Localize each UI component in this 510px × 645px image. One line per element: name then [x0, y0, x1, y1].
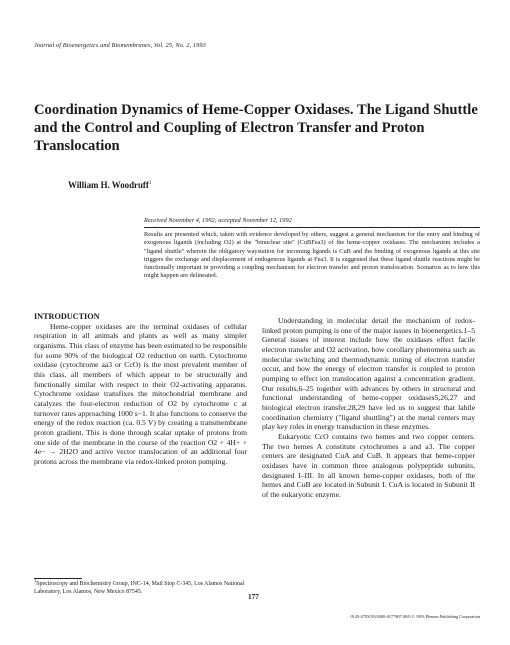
page-number: 177 [248, 592, 259, 601]
journal-header: Journal of Bioenergetics and Biomembranes, Vol. 25, No. 2, 1993 [34, 42, 206, 49]
article-title: Coordination Dynamics of Heme-Copper Oxidases. The Ligand Shuttle and the Control and Coupling of Electron Transfer and Proton Translocation [34, 102, 478, 154]
right-paragraph-2: Eukaryotic CcO contains two hemes and two copper centers. The two hemes A constitute cytochromes a and a3. The copper centers are designated CuA and CuB. It appears that heme-copper oxidases have in common three analogous polypeptide subunits, designated I–III. In all known heme-copper oxidases, both of the hemes and CuB are located in Subunit I. CuA is located in Subunit II of the eukaryotic enzyme. [262, 431, 475, 499]
intro-paragraph: Heme-copper oxidases are the terminal oxidases of cellular respiration in all animals and plants as well as many simpler organisms. This class of enzyme has been estimated to be responsible for some 90% of the biological O2 reduction on earth. Cytochrome oxidase (cytochrome aa3 or CcO) is the most prevalent member of this class, all members of which appear to be structurally and functionally similar with respect to their O2-activating apparatus. Cytochrome oxidase transfixes the mitochondrial membrane and catalyzes the four-electron reduction of O2 by cytochrome c at turnover rates approaching 1000 s−1. It also functions to conserve the energy of the redox reaction (ca. 0.5 V) by creating a transmembrane proton gradient. This is done through scalar uptake of protons from one side of the membrane in the course of the reaction O2 + 4H+ + 4e− → 2H2O and active vector translocation of an additional four protons across the membrane via redox-linked proton pumping. [34, 321, 247, 466]
footnote [34, 578, 247, 596]
author-line [68, 180, 152, 190]
abstract-rule [144, 227, 480, 228]
right-column [262, 316, 475, 499]
right-paragraph-1: Understanding in molecular detail the mechanism of redox-linked proton pumping is one of the major issues in bioenergetics.1–5 General issues of interest include how the oxidases effect facile electron transfer and O2 activation, how corollary phenomena such as molecular switching and thermodynamic tuning of electron transfer occur, and how the energy of electron transfer is coupled to proton pumping to effect ion translocation against a concentration gradient. Our results,6–25 together with advances by others in structural and functional understanding of heme-copper oxidases5,26,27 and biological electron transfer,28,29 have led us to suggest that labile coordination chemistry ("ligand shuttling") at the metal centers may play key roles in energy transduction in these enzymes. [262, 316, 475, 432]
received-dates: Received November 4, 1992; accepted November 12, 1992 [144, 217, 292, 224]
footnote-text: Spectroscopy and Biochemistry Group, INC-14, Mail Stop C-345, Los Alamos National Laboratory, Los Alamos, New Mexico 87545. [34, 581, 245, 595]
author-footnote-marker: 1 [148, 180, 152, 187]
footnote-rule [34, 578, 82, 579]
left-column [34, 312, 247, 467]
footnote-marker: 1 [34, 578, 37, 584]
author-name: William H. Woodruff [68, 180, 149, 190]
abstract: Results are presented which, taken with evidence developed by others, suggest a general mechanism for the entry and binding of exogenous ligands (including O2) at the "binuclear site" (CuBFea3) of the heme-copper oxidases. The mechanism includes a "ligand shuttle" wherein the obligatory waystation for incoming ligands is CuB and the binding of exogenous ligands at this site triggers the exchange and displacement of endogenous ligands at Fea3. It is suggested that these ligand shuttle reactions might be functionally important in providing a coupling mechanism for electron transfer and proton translocation. Scenarios as to how this might happen are delineated. [144, 231, 480, 280]
copyright-line: 0145-479X/93/0400-0177$07.00/0 © 1993 Plenum Publishing Corporation [350, 614, 480, 619]
section-heading-introduction: INTRODUCTION [34, 312, 100, 321]
